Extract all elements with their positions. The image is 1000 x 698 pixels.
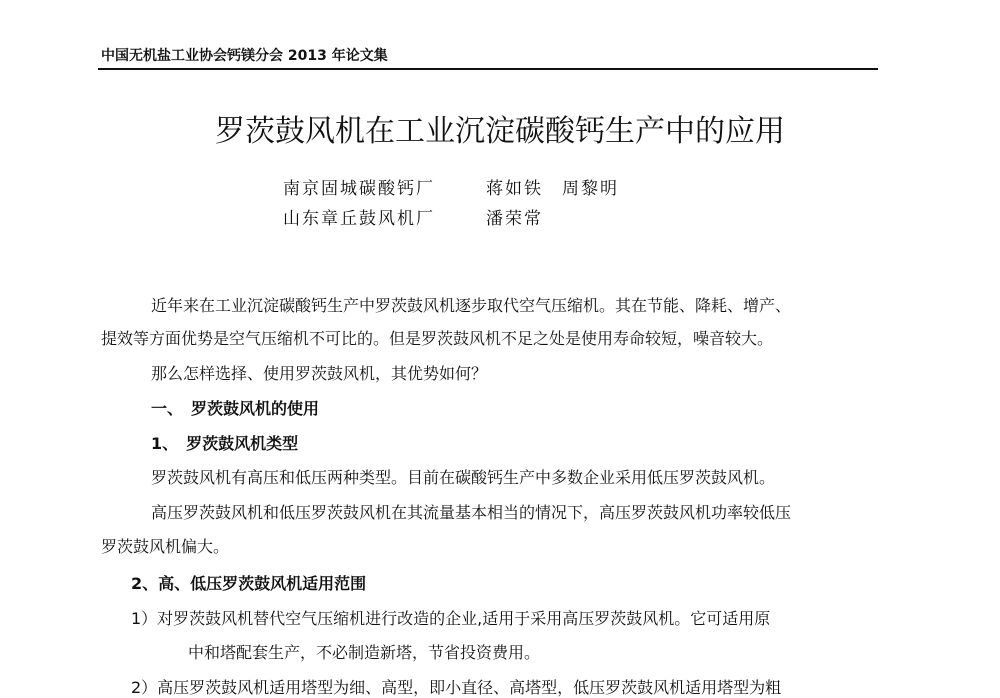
list-item-2-line-1: 2）高压罗茨鼓风机适用塔型为细、高型，即小直径、高塔型，低压罗茨鼓风机适用塔型为粗: [131, 678, 782, 697]
question-line: 那么怎样选择、使用罗茨鼓风机，其优势如何？: [151, 364, 488, 383]
intro-paragraph-line-1: 近年来在工业沉淀碳酸钙生产中罗茨鼓风机逐步取代空气压缩机。其在节能、降耗、增产、: [151, 296, 792, 315]
subsection-heading-2: 2、高、低压罗茨鼓风机适用范围: [131, 574, 367, 593]
affiliation-org-2: 山东章丘鼓风机厂: [283, 209, 435, 229]
running-header: 中国无机盐工业协会钙镁分会 2013 年论文集: [101, 48, 388, 64]
affiliation-org-1: 南京固城碳酸钙厂: [283, 179, 435, 199]
subsection-heading-1: 1、 罗茨鼓风机类型: [151, 434, 299, 453]
intro-paragraph-line-2: 提效等方面优势是空气压缩机不可比的。但是罗茨鼓风机不足之处是使用寿命较短，噪音较大。: [101, 329, 774, 348]
header-rule: [98, 68, 878, 70]
affiliation-authors-1: 蒋如铁 周黎明: [486, 179, 619, 199]
list-item-1-line-2: 中和塔配套生产，不必制造新塔，节省投资费用。: [188, 643, 541, 662]
compare-paragraph-line-1: 高压罗茨鼓风机和低压罗茨鼓风机在其流量基本相当的情况下，高压罗茨鼓风机功率较低压: [151, 503, 792, 522]
list-item-1-line-1: 1）对罗茨鼓风机替代空气压缩机进行改造的企业,适用于采用高压罗茨鼓风机。它可适用原: [131, 609, 771, 628]
compare-paragraph-line-2: 罗茨鼓风机偏大。: [101, 537, 230, 556]
types-paragraph: 罗茨鼓风机有高压和低压两种类型。目前在碳酸钙生产中多数企业采用低压罗茨鼓风机。: [151, 468, 776, 487]
affiliation-authors-2: 潘荣常: [486, 209, 543, 229]
paper-title: 罗茨鼓风机在工业沉淀碳酸钙生产中的应用: [215, 114, 785, 149]
section-heading-1: 一、 罗茨鼓风机的使用: [151, 399, 320, 418]
